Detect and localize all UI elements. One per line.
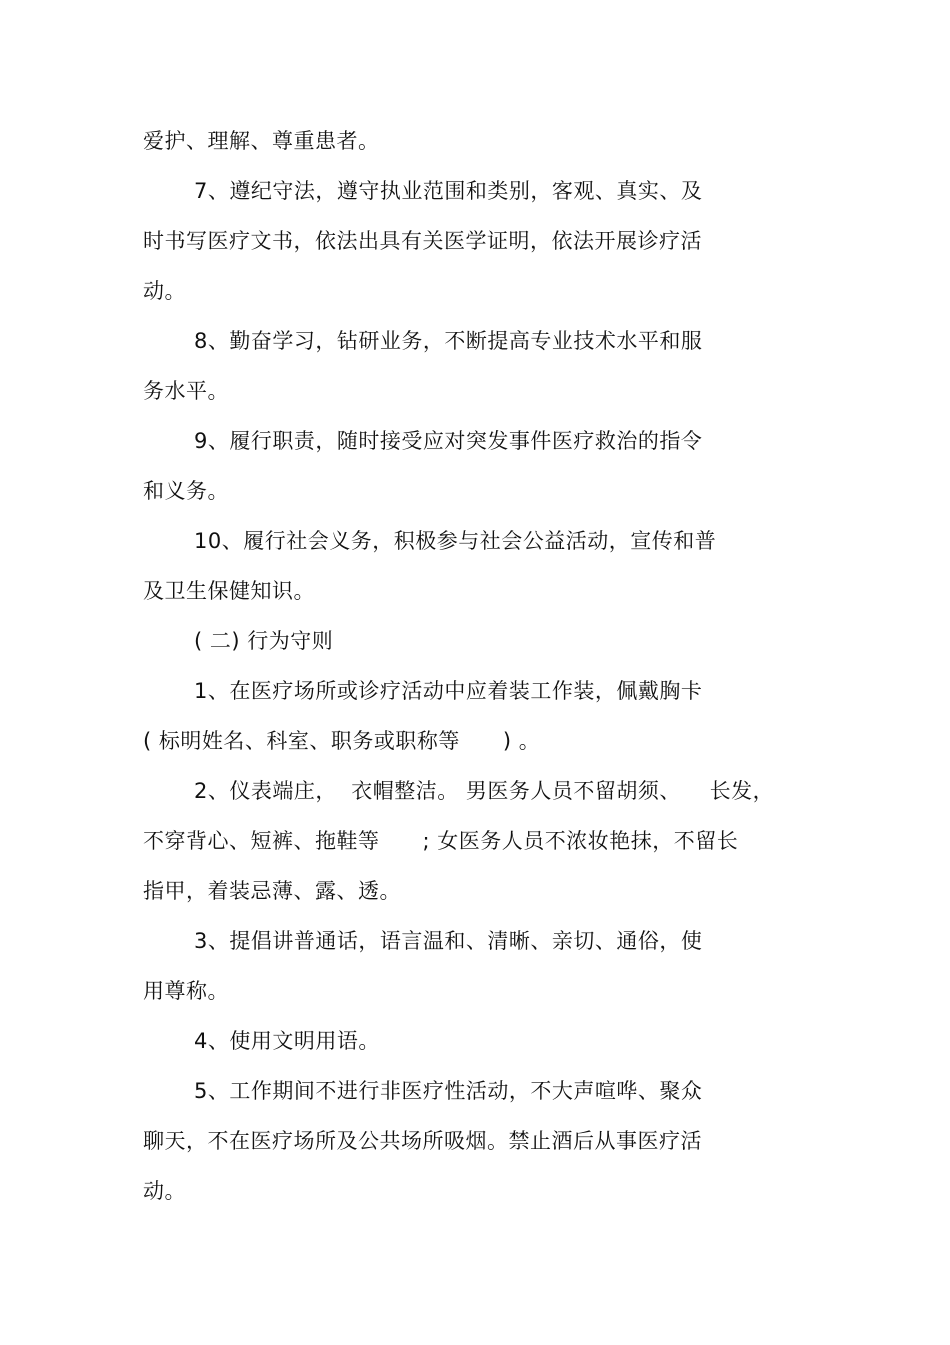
text-line: 10、履行社会义务，积极参与社会公益活动，宣传和普	[194, 529, 717, 553]
text-line: 2、仪表端庄， 衣帽整洁。 男医务人员不留胡须、 长发，	[194, 779, 775, 803]
text-line: 8、勤奋学习，钻研业务，不断提高专业技术水平和服	[194, 329, 703, 353]
text-line: ( 标明姓名、科室、职务或职称等 ) 。	[143, 729, 541, 753]
text-line: 用尊称。	[143, 979, 229, 1003]
section-heading: ( 二) 行为守则	[194, 629, 334, 653]
text-line: 不穿背心、短裤、拖鞋等 ; 女医务人员不浓妆艳抹，不留长	[143, 829, 739, 853]
text-line: 聊天，不在医疗场所及公共场所吸烟。禁止酒后从事医疗活	[143, 1129, 702, 1153]
text-line: 5、工作期间不进行非医疗性活动，不大声喧哗、聚众	[194, 1079, 703, 1103]
text-line: 9、履行职责，随时接受应对突发事件医疗救治的指令	[194, 429, 703, 453]
text-line: 爱护、理解、尊重患者。	[143, 129, 380, 153]
text-line: 务水平。	[143, 379, 229, 403]
text-line: 1、在医疗场所或诊疗活动中应着装工作装，佩戴胸卡	[194, 679, 703, 703]
text-line: 及卫生保健知识。	[143, 579, 315, 603]
text-line: 动。	[143, 1179, 186, 1203]
text-line: 动。	[143, 279, 186, 303]
text-line: 4、使用文明用语。	[194, 1029, 380, 1053]
text-line: 时书写医疗文书，依法出具有关医学证明，依法开展诊疗活	[143, 229, 702, 253]
text-line: 7、遵纪守法，遵守执业范围和类别，客观、真实、及	[194, 179, 703, 203]
text-line: 和义务。	[143, 479, 229, 503]
text-line: 指甲，着装忌薄、露、透。	[143, 879, 401, 903]
text-line: 3、提倡讲普通话，语言温和、清晰、亲切、通俗，使	[194, 929, 703, 953]
